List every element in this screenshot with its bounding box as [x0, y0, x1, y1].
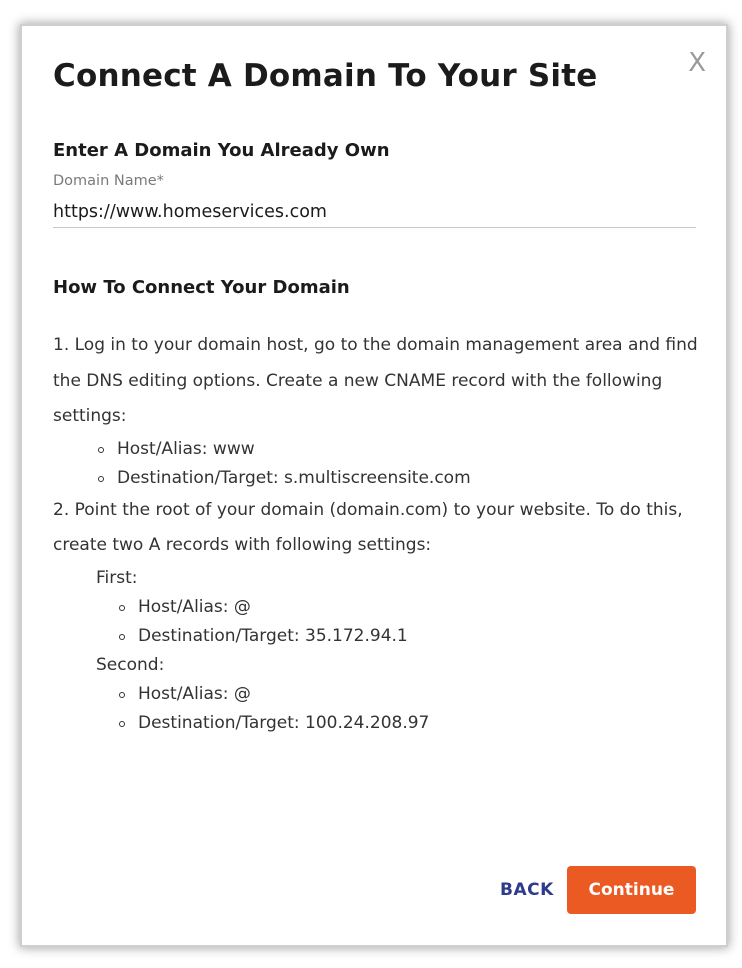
instructions-body [53, 328, 703, 738]
list-item [53, 435, 703, 464]
domain-name-input[interactable] [53, 196, 696, 228]
second-bullet-target: Destination/Target: 100.24.208.97 [138, 712, 430, 733]
list-item [53, 709, 703, 738]
step2-text: 2. Point the root of your domain (domain.com) to your website. To do this, create two A records with following settings: [53, 499, 683, 555]
second-bullet-host: Host/Alias: @ [138, 683, 251, 704]
first-bullet-target: Destination/Target: 35.172.94.1 [138, 625, 408, 646]
bullet-circle-icon [119, 692, 125, 698]
bullet-circle-icon [119, 634, 125, 640]
list-item [53, 622, 703, 651]
list-item [53, 593, 703, 622]
bullet-circle-icon [119, 721, 125, 727]
instructions-heading: How To Connect Your Domain [53, 277, 350, 298]
step1-bullet-host: Host/Alias: www [117, 438, 255, 459]
continue-button[interactable]: Continue [567, 866, 696, 914]
list-item [53, 464, 703, 493]
bullet-circle-icon [119, 605, 125, 611]
domain-section-heading: Enter A Domain You Already Own [53, 140, 390, 161]
close-icon[interactable]: X [688, 48, 706, 78]
domain-name-label: Domain Name* [53, 173, 164, 189]
first-record-label: First: [96, 567, 138, 588]
first-bullet-host: Host/Alias: @ [138, 596, 251, 617]
second-record-label: Second: [96, 654, 165, 675]
list-item [53, 680, 703, 709]
bullet-circle-icon [98, 447, 104, 453]
dialog-title: Connect A Domain To Your Site [53, 58, 598, 94]
back-button[interactable]: BACK [500, 880, 554, 900]
bullet-circle-icon [98, 476, 104, 482]
connect-domain-dialog [22, 26, 726, 945]
step1-text: 1. Log in to your domain host, go to the domain management area and find the DNS editing options. Create a new CNAME record with the following settings: [53, 335, 698, 426]
step1-bullet-target: Destination/Target: s.multiscreensite.com [117, 467, 471, 488]
